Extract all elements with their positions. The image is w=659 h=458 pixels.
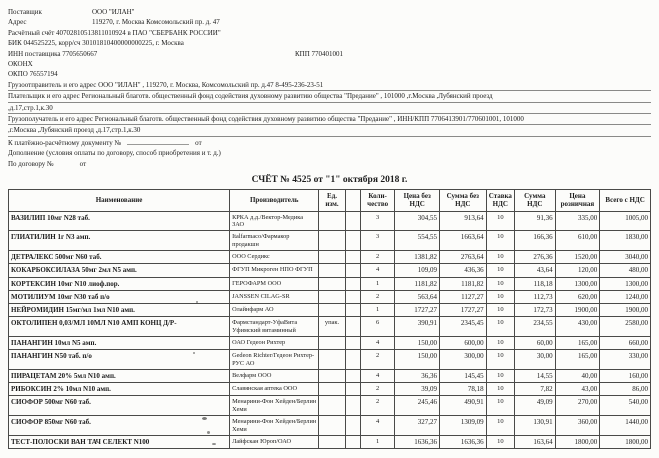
cell-retail-price: 120,00 [555,264,600,277]
cell-sum-ex-vat: 913,64 [440,211,487,231]
column-header-price-ex-vat: Цена без НДС [395,190,440,211]
cell-series [345,396,360,416]
cell-retail-price: 1520,00 [555,251,600,264]
cell-total-with-vat: 1800,00 [600,436,651,449]
table-row [9,336,651,349]
cell-vat-sum: 172,73 [515,303,556,316]
cell-series [345,383,360,396]
cell-price-ex-vat: 109,09 [395,264,440,277]
cell-producer: ОАО Гедеон Рихтер [230,336,319,349]
cell-price-ex-vat: 390,91 [395,317,440,337]
cell-producer: Italfarmaco/Фармакор продакшн [230,231,319,251]
cell-vat-rate: 10 [486,383,514,396]
cell-name: ГЛИАТИЛИН 1г N3 амп. [9,231,230,251]
cell-unit: упак. [319,317,345,337]
cell-total-with-vat: 3040,00 [600,251,651,264]
cell-sum-ex-vat: 145,45 [440,369,487,382]
cell-unit [319,396,345,416]
cell-total-with-vat: 330,00 [600,350,651,370]
cell-name: МОТИЛИУМ 10мг N30 таб п/о [9,290,230,303]
scan-artifact [196,301,198,303]
consignee-line-2: ,г.Москва ,Лубянский проезд ,д.17,стр.1,к.30 [8,125,651,136]
cell-name: ВАЗИЛИП 10мг N28 таб. [9,211,230,231]
cell-vat-sum: 130,91 [515,416,556,436]
cell-producer: Менарини-Фон Хейден/Берлин Хеми [230,416,319,436]
contract-ot-label: от [79,159,87,168]
cell-name: СИОФОР 850мг N60 таб. [9,416,230,436]
cell-name: ПАНАНГИН N50 таб. п/о [9,350,230,370]
payer-line-1: Плательщик и его адрес Региональный благотв. общественный фонд содействия духовному развитию общества "Предание" , 101000 ,г.Москва ,Лубянский проезд [8,91,651,102]
table-row [9,303,651,316]
column-header-retail-price: Цена розничная [555,190,600,211]
cell-vat-rate: 10 [486,396,514,416]
cell-price-ex-vat: 563,64 [395,290,440,303]
table-row [9,350,651,370]
address-line [8,17,651,27]
cell-series [345,264,360,277]
cell-quantity: 2 [360,396,394,416]
cell-retail-price: 620,00 [555,290,600,303]
cell-total-with-vat: 1300,00 [600,277,651,290]
table-row [9,416,651,436]
cell-price-ex-vat: 1727,27 [395,303,440,316]
column-header-series [345,190,360,211]
supplier-label: Поставщик [8,8,42,16]
cell-vat-rate: 10 [486,317,514,337]
cell-name: КОРТЕКСИН 10мг N10 лиоф.пор. [9,277,230,290]
cell-vat-rate: 10 [486,251,514,264]
cell-total-with-vat: 1900,00 [600,303,651,316]
cell-retail-price: 610,00 [555,231,600,251]
cell-name: НЕЙРОМИДИН 15мг/мл 1мл N10 амп. [9,303,230,316]
cell-sum-ex-vat: 78,18 [440,383,487,396]
cell-producer: Велфарм ООО [230,369,319,382]
cell-vat-sum: 276,36 [515,251,556,264]
invoice-header [0,0,659,169]
cell-series [345,317,360,337]
cell-price-ex-vat: 1636,36 [395,436,440,449]
scan-artifact [207,431,210,434]
supplier-value: ООО "ИЛАН" [92,8,135,16]
cell-name: СИОФОР 500мг N60 таб. [9,396,230,416]
cell-series [345,303,360,316]
cell-total-with-vat: 1440,00 [600,416,651,436]
cell-series [345,231,360,251]
cell-vat-sum: 60,00 [515,336,556,349]
cell-unit [319,277,345,290]
cell-quantity: 2 [360,251,394,264]
cell-retail-price: 430,00 [555,317,600,337]
table-row [9,290,651,303]
cell-price-ex-vat: 1181,82 [395,277,440,290]
cell-series [345,369,360,382]
cell-retail-price: 1900,00 [555,303,600,316]
inn-kpp-line [8,49,651,59]
cell-retail-price: 335,00 [555,211,600,231]
supplier-line [8,7,651,17]
scan-artifact [212,443,216,445]
cell-unit [319,350,345,370]
cell-producer: Менарини-Фон Хейден/Берлин Хеми [230,396,319,416]
cell-total-with-vat: 1830,00 [600,231,651,251]
account-line: Расчётный счёт 40702810513811010924 в ПАО "СБЕРБАНК РОССИИ" [8,28,221,37]
cell-quantity: 2 [360,383,394,396]
supplier-inn: ИНН поставщика 7705650667 [8,49,98,58]
invoice-table-body [9,211,651,449]
okonh-line: ОКОНХ [8,60,33,69]
cell-total-with-vat: 660,00 [600,336,651,349]
cell-retail-price: 43,00 [555,383,600,396]
payment-doc-number-blank [127,137,189,145]
column-header-vat-rate: Ставка НДС [486,190,514,211]
cell-retail-price: 40,00 [555,369,600,382]
cell-price-ex-vat: 36,36 [395,369,440,382]
table-row [9,317,651,337]
cell-vat-sum: 43,64 [515,264,556,277]
column-header-vat-sum: Сумма НДС [515,190,556,211]
cell-sum-ex-vat: 1127,27 [440,290,487,303]
cell-quantity: 4 [360,416,394,436]
cell-vat-sum: 166,36 [515,231,556,251]
cell-price-ex-vat: 304,55 [395,211,440,231]
cell-vat-rate: 10 [486,416,514,436]
cell-sum-ex-vat: 300,00 [440,350,487,370]
payment-doc-ot-label: от [195,138,202,147]
cell-series [345,211,360,231]
cell-vat-sum: 30,00 [515,350,556,370]
cell-series [345,416,360,436]
cell-total-with-vat: 160,00 [600,369,651,382]
cell-sum-ex-vat: 1309,09 [440,416,487,436]
cell-total-with-vat: 1240,00 [600,290,651,303]
cell-unit [319,290,345,303]
cell-vat-rate: 10 [486,436,514,449]
cell-total-with-vat: 480,00 [600,264,651,277]
cell-sum-ex-vat: 1663,64 [440,231,487,251]
cell-producer: Олайнфарм АО [230,303,319,316]
cell-quantity: 4 [360,264,394,277]
cell-name: ТЕСТ-ПОЛОСКИ ВАН ТАЧ СЕЛЕКТ N100 [9,436,230,449]
column-header-quantity: Коли-чество [360,190,394,211]
cell-price-ex-vat: 554,55 [395,231,440,251]
cell-unit [319,436,345,449]
table-row [9,396,651,416]
cell-name: ОКТОЛИПЕН 0,03/МЛ 10МЛ N10 АМП КОНЦ Д/Р- [9,317,230,337]
cell-sum-ex-vat: 436,36 [440,264,487,277]
cell-producer: Славянская аптека ООО [230,383,319,396]
cell-price-ex-vat: 39,09 [395,383,440,396]
column-header-unit: Ед. изм. [319,190,345,211]
cell-price-ex-vat: 150,00 [395,350,440,370]
cell-vat-rate: 10 [486,336,514,349]
okpo-line: ОКПО 76557194 [8,70,58,79]
cell-retail-price: 1300,00 [555,277,600,290]
cell-producer: ГЕРОФАРМ ООО [230,277,319,290]
cell-vat-rate: 10 [486,264,514,277]
cell-total-with-vat: 86,00 [600,383,651,396]
table-row [9,436,651,449]
supplier-kpp: КПП 770401001 [295,49,344,58]
cell-sum-ex-vat: 2345,45 [440,317,487,337]
cell-name: РИБОКСИН 2% 10мл N10 амп. [9,383,230,396]
cell-unit [319,303,345,316]
cell-quantity: 6 [360,317,394,337]
cell-vat-rate: 10 [486,277,514,290]
contract-label: По договору № [8,159,54,168]
cell-unit [319,264,345,277]
cell-series [345,290,360,303]
scan-artifact [193,352,195,354]
cell-quantity: 3 [360,211,394,231]
cell-quantity: 1 [360,436,394,449]
cell-vat-rate: 10 [486,350,514,370]
address-value: 119270, г. Москва Комсомольский пр. д. 47 [92,18,220,27]
cell-unit [319,231,345,251]
table-row [9,251,651,264]
invoice-table-header-row [9,190,651,211]
cell-producer: Фармстандарт-УфаВита Уфимский витаминный [230,317,319,337]
cell-unit [319,369,345,382]
cell-vat-sum: 234,55 [515,317,556,337]
table-row [9,264,651,277]
consignee-line-1: Грузополучатель и его адрес Региональный благотв. общественный фонд содействия духовному развитию общества "Предание" , ИНН/КПП 7706413901/770601001, 101000 [8,114,651,125]
cell-unit [319,336,345,349]
cell-unit [319,416,345,436]
cell-producer: КРКА д.д./Вектор-Медика ЗАО [230,211,319,231]
cell-sum-ex-vat: 1181,82 [440,277,487,290]
table-row [9,231,651,251]
cell-series [345,251,360,264]
cell-price-ex-vat: 150,00 [395,336,440,349]
address-label: Адрес [8,18,27,27]
table-row [9,369,651,382]
cell-quantity: 2 [360,290,394,303]
cell-price-ex-vat: 1381,82 [395,251,440,264]
cell-sum-ex-vat: 490,91 [440,396,487,416]
cell-producer: ФГУП Микроген НПО ФГУП [230,264,319,277]
cell-price-ex-vat: 327,27 [395,416,440,436]
cell-sum-ex-vat: 1636,36 [440,436,487,449]
cell-vat-sum: 14,55 [515,369,556,382]
cell-unit [319,211,345,231]
cell-unit [319,383,345,396]
cell-vat-rate: 10 [486,211,514,231]
cell-retail-price: 1800,00 [555,436,600,449]
cell-name: КОКАРБОКСИЛАЗА 50мг 2мл N5 амп. [9,264,230,277]
column-header-name: Наименование [9,190,230,211]
cell-quantity: 4 [360,369,394,382]
cell-series [345,350,360,370]
scan-artifact [202,417,207,420]
cell-vat-sum: 163,64 [515,436,556,449]
table-row [9,277,651,290]
cell-vat-sum: 91,36 [515,211,556,231]
table-row [9,383,651,396]
cell-vat-rate: 10 [486,369,514,382]
invoice-table [8,189,651,449]
cell-series [345,336,360,349]
cell-name: ДЕТРАЛЕКС 500мг N60 таб. [9,251,230,264]
cell-total-with-vat: 1005,00 [600,211,651,231]
contract-line [8,159,651,169]
cell-name: ПАНАНГИН 10мл N5 амп. [9,336,230,349]
cell-retail-price: 165,00 [555,350,600,370]
payment-doc-label: К платёжно-расчётному документу № [8,138,122,147]
cell-series [345,277,360,290]
cell-vat-rate: 10 [486,290,514,303]
cell-producer: Лайфскан Юроп/ОАО [230,436,319,449]
cell-vat-sum: 118,18 [515,277,556,290]
shipper-line: Грузоотправитель и его адрес ООО "ИЛАН" , 119270, г. Москва, Комсомольский пр. д.47 8-495-236-23-51 [8,80,651,91]
column-header-producer: Производитель [230,190,319,211]
cell-retail-price: 360,00 [555,416,600,436]
cell-total-with-vat: 540,00 [600,396,651,416]
cell-retail-price: 270,00 [555,396,600,416]
cell-vat-sum: 7,82 [515,383,556,396]
table-row [9,211,651,231]
cell-series [345,436,360,449]
addition-line: Дополнение (условия оплаты по договору, способ приобретения и т. д.) [8,149,221,158]
payment-doc-line [8,137,651,148]
cell-producer: ООО Сердикс [230,251,319,264]
cell-quantity: 4 [360,336,394,349]
cell-total-with-vat: 2580,00 [600,317,651,337]
cell-producer: Gedeon Richter/Гедеон Рихтер-РУС АО [230,350,319,370]
cell-producer: JANSSEN CILAG-SR [230,290,319,303]
cell-quantity: 2 [360,350,394,370]
cell-sum-ex-vat: 2763,64 [440,251,487,264]
column-header-sum-ex-vat: Сумма без НДС [440,190,487,211]
cell-unit [319,251,345,264]
invoice-title: СЧЁТ № 4525 от "1" октября 2018 г. [251,175,408,186]
cell-sum-ex-vat: 1727,27 [440,303,487,316]
column-header-total-with-vat: Всего с НДС [600,190,651,211]
cell-retail-price: 165,00 [555,336,600,349]
cell-name: ПИРАЦЕТАМ 20% 5мл N10 амп. [9,369,230,382]
payer-line-2: ,д.17,стр.1,к.30 [8,103,651,114]
cell-quantity: 3 [360,231,394,251]
cell-quantity: 1 [360,277,394,290]
cell-sum-ex-vat: 600,00 [440,336,487,349]
cell-vat-rate: 10 [486,231,514,251]
bik-line: БИК 044525225, корр/сч 30101810400000000225, г. Москва [8,39,184,48]
cell-price-ex-vat: 245,46 [395,396,440,416]
cell-vat-sum: 112,73 [515,290,556,303]
cell-quantity: 1 [360,303,394,316]
cell-vat-sum: 49,09 [515,396,556,416]
cell-vat-rate: 10 [486,303,514,316]
